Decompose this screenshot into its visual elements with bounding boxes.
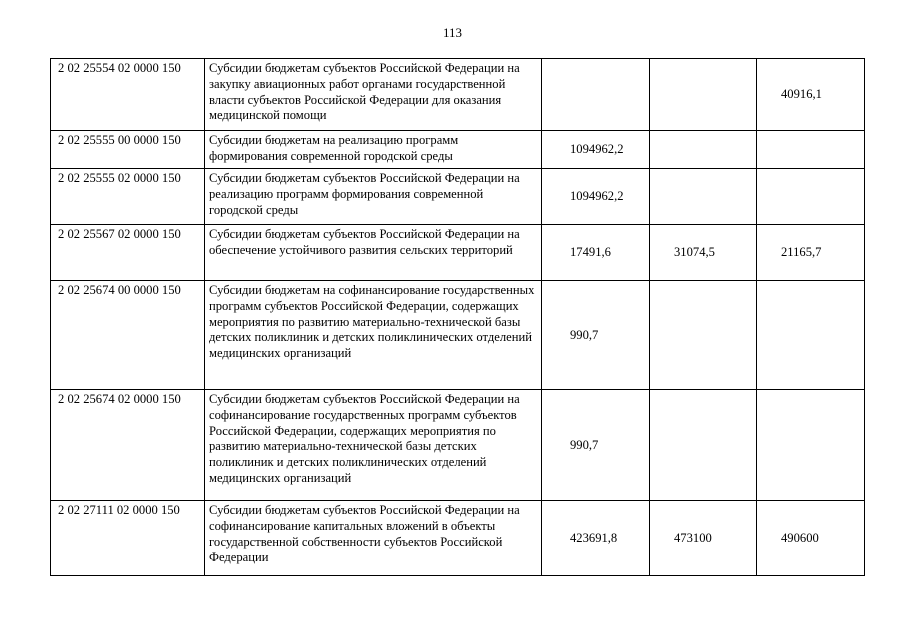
amount-cell-col1: 1094962,2 [542, 169, 650, 225]
amount-cell-col3: 21165,7 [757, 225, 865, 281]
budget-code-cell: 2 02 25674 00 0000 150 [51, 281, 205, 390]
amount-cell-col2 [650, 59, 757, 131]
description-cell: Субсидии бюджетам на софинансирование государственных программ субъектов Российской Федерации, содержащих мероприятия по развитию материально-технической базы детских поликлиник и детских поликлинических отделений медицинских организаций [205, 281, 542, 390]
description-cell: Субсидии бюджетам субъектов Российской Федерации на обеспечение устойчивого развития сельских территорий [205, 225, 542, 281]
description-cell: Субсидии бюджетам субъектов Российской Федерации на софинансирование государственных программ субъектов Российской Федерации, содержащих мероприятия по развитию материально-технической базы детских поликлиник и детских поликлинических отделений медицинских организаций [205, 390, 542, 501]
budget-code-cell: 2 02 25555 00 0000 150 [51, 131, 205, 169]
budget-code-cell: 2 02 25555 02 0000 150 [51, 169, 205, 225]
amount-cell-col1: 990,7 [542, 281, 650, 390]
amount-cell-col1: 423691,8 [542, 501, 650, 576]
amount-cell-col2: 31074,5 [650, 225, 757, 281]
description-cell: Субсидии бюджетам субъектов Российской Федерации на софинансирование капитальных вложений в объекты государственной собственности субъектов Российской Федерации [205, 501, 542, 576]
amount-cell-col1: 1094962,2 [542, 131, 650, 169]
page-number: 113 [442, 25, 463, 40]
amount-cell-col2 [650, 131, 757, 169]
table-row [51, 59, 865, 131]
amount-cell-col1 [542, 59, 650, 131]
amount-cell-col3: 40916,1 [757, 59, 865, 131]
amount-cell-col2 [650, 390, 757, 501]
amount-cell-col3 [757, 169, 865, 225]
table-row [51, 169, 865, 225]
budget-table [50, 58, 865, 576]
budget-code-cell: 2 02 25554 02 0000 150 [51, 59, 205, 131]
description-cell: Субсидии бюджетам субъектов Российской Федерации на реализацию программ формирования современной городской среды [205, 169, 542, 225]
budget-code-cell: 2 02 25674 02 0000 150 [51, 390, 205, 501]
amount-cell-col3 [757, 390, 865, 501]
budget-code-cell: 2 02 27111 02 0000 150 [51, 501, 205, 576]
table-row [51, 501, 865, 576]
amount-cell-col2: 473100 [650, 501, 757, 576]
amount-cell-col3 [757, 281, 865, 390]
amount-cell-col3 [757, 131, 865, 169]
table-row [51, 131, 865, 169]
amount-cell-col3: 490600 [757, 501, 865, 576]
table-row [51, 225, 865, 281]
amount-cell-col2 [650, 281, 757, 390]
amount-cell-col2 [650, 169, 757, 225]
budget-code-cell: 2 02 25567 02 0000 150 [51, 225, 205, 281]
amount-cell-col1: 17491,6 [542, 225, 650, 281]
description-cell: Субсидии бюджетам субъектов Российской Федерации на закупку авиационных работ органами государственной власти субъектов Российской Федерации для оказания медицинской помощи [205, 59, 542, 131]
table-row [51, 390, 865, 501]
amount-cell-col1: 990,7 [542, 390, 650, 501]
table-row [51, 281, 865, 390]
description-cell: Субсидии бюджетам на реализацию программ формирования современной городской среды [205, 131, 542, 169]
